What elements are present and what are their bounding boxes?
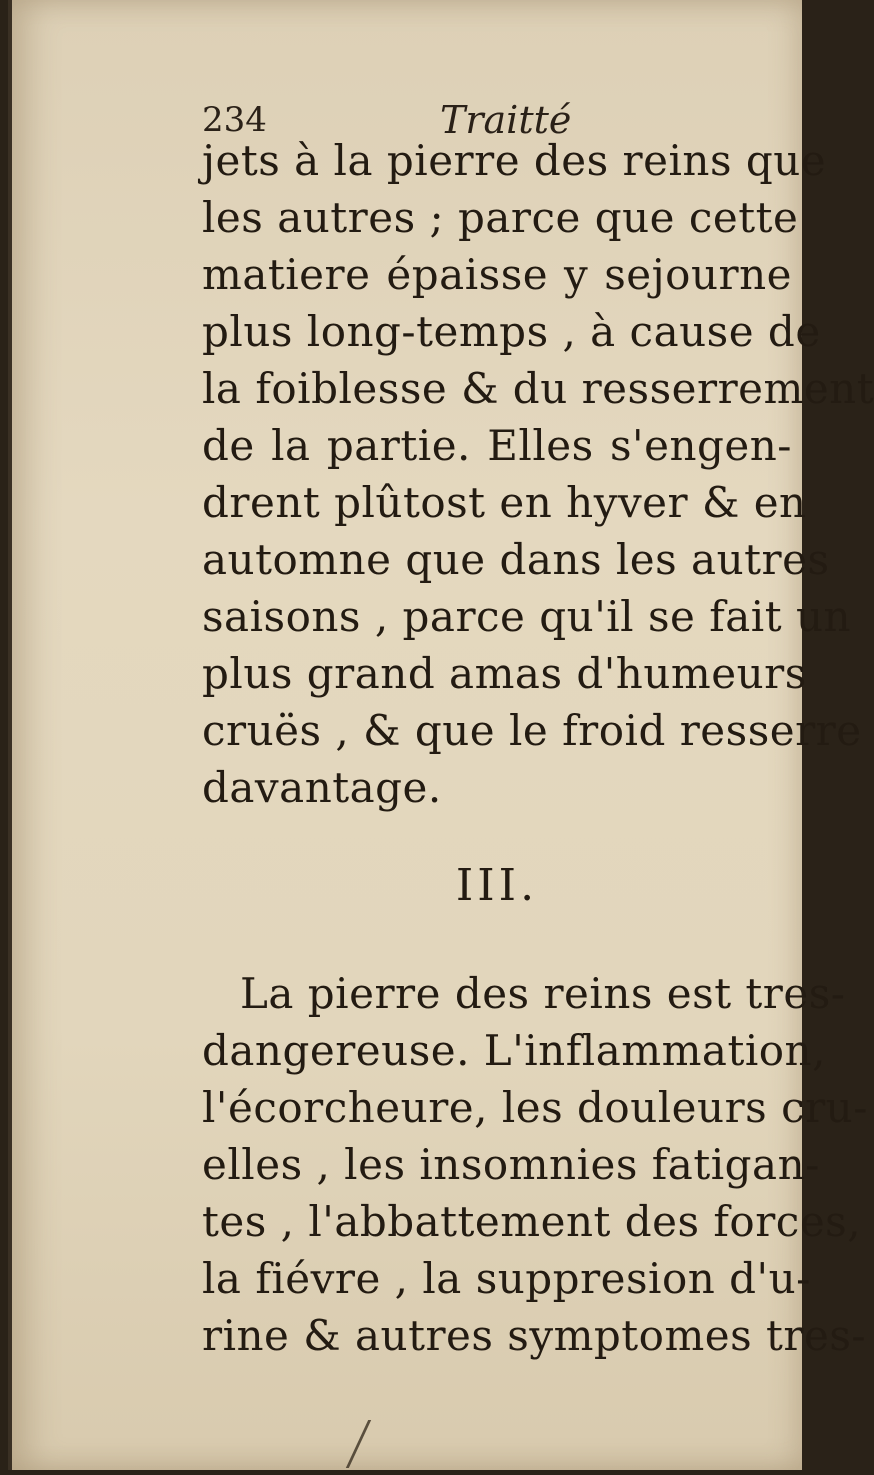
text-line: jets à la pierre des reins que: [202, 136, 827, 185]
text-line: elles , les insomnies fatigan-: [202, 1140, 820, 1189]
text-line: l'écorcheure, les douleurs cru-: [202, 1083, 868, 1132]
text-line: dangereuse. L'inflammation,: [202, 1026, 826, 1075]
book-page: [8, 0, 874, 1470]
text-line: saisons , parce qu'il se fait un: [202, 592, 852, 641]
text-line: davantage.: [202, 763, 442, 812]
text-line: matiere épaisse y sejourne: [202, 250, 792, 299]
text-line: La pierre des reins est tres-: [240, 969, 846, 1018]
text-line: la foiblesse & du resserrement: [202, 364, 874, 413]
running-title: Traitté: [440, 98, 572, 142]
paragraph-2: [202, 965, 868, 1364]
text-line: plus grand amas d'humeurs: [202, 649, 807, 698]
text-line: cruës , & que le froid resserre: [202, 706, 862, 755]
page-number: 234: [202, 100, 267, 140]
text-line: rine & autres symptomes tres-: [202, 1311, 867, 1360]
text-line: drent plûtost en hyver & en: [202, 478, 807, 527]
ink-mark: [346, 1420, 395, 1468]
text-line: de la partie. Elles s'engen-: [202, 421, 792, 470]
text-line: plus long-temps , à cause de: [202, 307, 821, 356]
text-line: les autres ; parce que cette: [202, 193, 799, 242]
section-heading: III.: [455, 860, 539, 911]
paragraph-1: [202, 132, 874, 816]
text-line: tes , l'abbattement des forces,: [202, 1197, 862, 1246]
text-line: la fiévre , la suppresion d'u-: [202, 1254, 811, 1303]
text-line: automne que dans les autres: [202, 535, 830, 584]
